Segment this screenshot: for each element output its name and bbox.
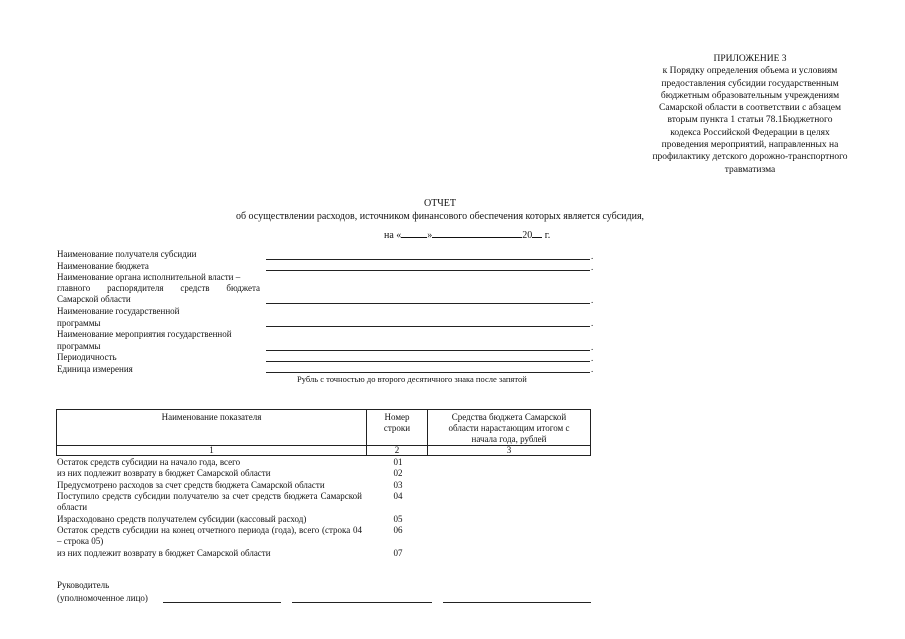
row-number: 02 — [393, 468, 403, 478]
date-mid: » — [427, 230, 433, 241]
table-row: Остаток средств субсидии на конец отчетного периода (года), всего (строка 04 – строка 05) — [57, 525, 362, 546]
dot: . — [591, 318, 594, 328]
date-prefix: на « — [384, 230, 402, 241]
dot: . — [591, 262, 594, 272]
date-day-blank[interactable] — [401, 227, 427, 238]
dot: . — [591, 353, 594, 363]
header-row-label: строки — [383, 423, 411, 433]
table-row: Поступило средств субсидии получателю за счет средств бюджета Самарской области — [57, 491, 362, 512]
appendix-line: травматизма — [724, 164, 776, 175]
unit-note: Рубль с точностью до второго десятичного знака после запятой — [297, 374, 527, 384]
dot: . — [591, 342, 594, 352]
row-number: 06 — [393, 525, 403, 535]
row-number: 07 — [393, 548, 403, 558]
recipient-line[interactable] — [266, 259, 590, 260]
signer-subtitle: (уполномоченное лицо) — [57, 593, 148, 603]
program-label-1: Наименование государственной — [57, 306, 180, 316]
authority-label-1: Наименование органа исполнительной власти – — [57, 272, 241, 282]
signature-name-line[interactable] — [292, 602, 432, 603]
appendix-line: бюджетным образовательным учреждениям — [660, 90, 840, 101]
measure-label-2: программы — [57, 341, 101, 351]
authority-label-3: Самарской области — [57, 294, 131, 304]
program-label-2: программы — [57, 318, 101, 328]
unit-label: Единица измерения — [57, 364, 133, 374]
appendix-line: Самарской области в соответствии с абзацем — [659, 103, 841, 114]
column-number: 3 — [428, 446, 591, 456]
row-number: 01 — [393, 457, 403, 467]
header-line-number — [367, 410, 428, 446]
date-month-blank[interactable] — [432, 227, 522, 238]
appendix-header — [625, 53, 875, 176]
report-title: ОТЧЕТ — [423, 198, 457, 209]
date-suffix: г. — [544, 230, 551, 241]
header-funds-2: области нарастающим итогом с — [448, 423, 570, 433]
appendix-line: вторым пункта 1 статьи 78.1Бюджетного — [667, 115, 833, 126]
appendix-line: проведения мероприятий, направленных на — [661, 140, 839, 151]
dot: . — [591, 364, 594, 374]
date-year-blank[interactable] — [532, 227, 542, 238]
header-indicator-label: Наименование показателя — [161, 412, 262, 422]
signature-line[interactable] — [163, 602, 281, 603]
table-row: Предусмотрено расходов за счет средств бюджета Самарской области — [57, 480, 325, 490]
authority-label-2: главного распорядителя средств бюджета — [57, 283, 260, 293]
budget-label: Наименование бюджета — [57, 261, 149, 271]
periodicity-label: Периодичность — [57, 352, 117, 362]
unit-line[interactable] — [266, 372, 590, 373]
header-funds — [428, 410, 591, 446]
signer-title: Руководитель — [57, 580, 110, 590]
table-row: из них подлежит возврату в бюджет Самарской области — [57, 468, 271, 478]
authority-line[interactable] — [266, 303, 590, 304]
row-number: 04 — [393, 491, 403, 501]
signature-date-line[interactable] — [443, 602, 591, 603]
periodicity-line[interactable] — [266, 361, 590, 362]
row-number: 03 — [393, 480, 403, 490]
column-number: 1 — [57, 446, 367, 456]
appendix-line: ПРИЛОЖЕНИЕ 3 — [713, 54, 787, 64]
appendix-line: к Порядку определения объема и условиям — [662, 66, 838, 77]
report-date-line — [384, 227, 550, 242]
appendix-line: кодекса Российской Федерации в целях — [670, 127, 830, 138]
dot: . — [591, 251, 594, 261]
table-row: из них подлежит возврату в бюджет Самарской области — [57, 548, 271, 558]
dot: . — [591, 295, 594, 305]
budget-line[interactable] — [266, 270, 590, 271]
row-number: 05 — [393, 514, 403, 524]
appendix-line: предоставления субсидии государственным — [661, 78, 839, 89]
header-indicator — [57, 410, 367, 446]
recipient-label: Наименование получателя субсидии — [57, 249, 197, 259]
date-year: 20 — [522, 230, 533, 241]
report-table — [56, 409, 591, 456]
measure-label-1: Наименование мероприятия государственной — [57, 329, 232, 339]
measure-line[interactable] — [266, 350, 590, 351]
table-row: Остаток средств субсидии на начало года, всего — [57, 457, 241, 467]
header-funds-3: начала года, рублей — [471, 434, 547, 444]
program-line[interactable] — [266, 326, 590, 327]
header-number-label: Номер — [384, 412, 410, 422]
header-funds-1: Средства бюджета Самарской — [451, 412, 567, 422]
table-row: Израсходовано средств получателем субсидии (кассовый расход) — [57, 514, 307, 524]
column-number: 2 — [367, 446, 428, 456]
appendix-line: профилактику детского дорожно-транспортного — [652, 152, 848, 163]
report-subtitle: об осуществлении расходов, источником финансового обеспечения которых является субсидия, — [235, 211, 645, 222]
